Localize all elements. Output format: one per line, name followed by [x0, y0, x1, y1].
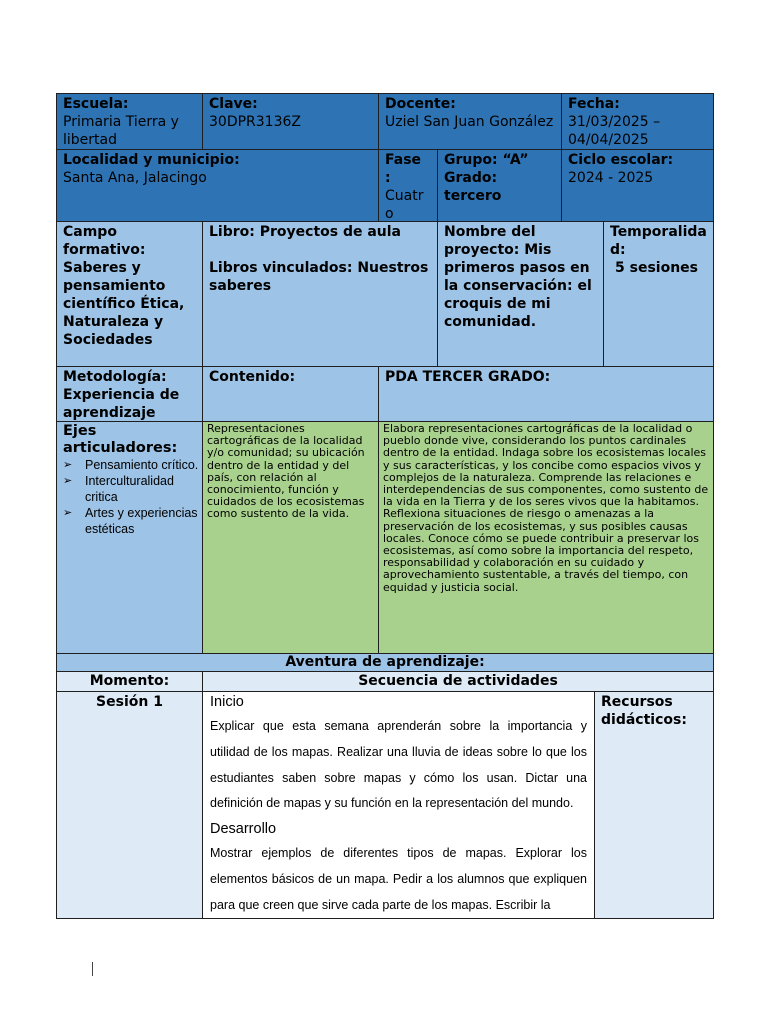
inicio-title: Inicio [210, 694, 244, 710]
ejes-item: ➢ Interculturalidad critica [63, 473, 202, 505]
recursos-cell [594, 691, 714, 919]
pda-label-cell [378, 366, 714, 422]
inicio-text: Explicar que esta semana aprenderán sobre la importancia y utilidad de los mapas. Realizar una lluvia de ideas sobre lo que los estudiantes saben sobre mapas y cómo los usan. Dictar una definición de mapas y su función en la representación del mundo. [210, 719, 587, 811]
pda-cell [378, 421, 714, 654]
aventura-text: Aventura de aprendizaje: [285, 654, 485, 670]
grado-value: tercero [444, 188, 502, 204]
desarrollo-title: Desarrollo [210, 821, 277, 838]
libro-text: Libro: Proyectos de aula [209, 224, 402, 240]
metodologia-cell [56, 366, 203, 422]
campo-formativo-cell [56, 221, 203, 367]
text-cursor [92, 962, 93, 976]
contenido-label: Contenido: [209, 369, 296, 385]
docente-cell [378, 93, 562, 150]
fecha-value: 31/03/2025 – 04/04/2025 [568, 114, 661, 148]
fecha-label: Fecha: [568, 96, 620, 112]
ciclo-label: Ciclo escolar: [568, 152, 674, 168]
secuencia-cell [202, 671, 714, 692]
temporalidad-cell [603, 221, 714, 367]
escuela-label: Escuela: [63, 96, 129, 112]
escuela-value: Primaria Tierra y libertad [63, 114, 179, 148]
secuencia-label: Secuencia de actividades [358, 673, 558, 689]
localidad-value: Santa Ana, Jalacingo [63, 170, 207, 186]
aventura-cell [56, 653, 714, 672]
ejes-label: Ejes articuladores: [63, 423, 178, 456]
ciclo-cell [561, 149, 714, 222]
clave-value: 30DPR3136Z [209, 114, 301, 130]
proyecto-text: Nombre del proyecto: Mis primeros pasos en la conservación: el croquis de mi comunidad. [444, 224, 592, 330]
recursos-label: Recursos didácticos: [601, 694, 687, 728]
libros-vinculados-text: Libros vinculados: Nuestros saberes [209, 260, 429, 294]
sesion-label: Sesión 1 [96, 694, 163, 710]
localidad-label: Localidad y municipio: [63, 152, 240, 168]
temporalidad-label: Temporalidad: [610, 224, 707, 258]
fase-cell [378, 149, 438, 222]
fecha-cell [561, 93, 714, 150]
fase-label: Fase : [385, 152, 422, 186]
ciclo-value: 2024 - 2025 [568, 170, 654, 186]
ejes-item: ➢ Pensamiento crítico. [63, 457, 202, 473]
escuela-cell [56, 93, 203, 150]
sesion-cell [56, 691, 203, 919]
ejes-cell [56, 421, 203, 654]
contenido-cell [202, 421, 379, 654]
grupo-label: Grupo: “A” [444, 152, 529, 168]
ejes-list [57, 457, 202, 537]
pda-text: Elabora representaciones cartográficas de la localidad o pueblo donde vive, considerando los puntos cardinales dentro de la entidad. Indaga sobre los ecosistemas locales y sus características, y los concibe como espacios vivos y complejos de la naturaleza. Comprende las relaciones e interdependencias de sus componentes, como sustento de la vida en la Tierra y de los seres vivos que la habitamos. Reflexiona situaciones de riesgo o amenazas a la preservación de los ecosistemas, y sus posibles causas locales. Conoce cómo se puede contribuir a preservar los ecosistemas, así como sobre la importancia del respeto, responsabilidad y colaboración en su cuidado y aprovechamiento sustentable, a través del tiempo, con equidad y justicia social. [383, 422, 709, 594]
contenido-label-cell [202, 366, 379, 422]
pda-label: PDA TERCER GRADO: [385, 369, 551, 385]
docente-value: Uziel San Juan González [385, 114, 554, 130]
localidad-cell [56, 149, 379, 222]
clave-cell [202, 93, 379, 150]
fase-value: Cuatro [385, 188, 424, 222]
sequence-cell [202, 691, 595, 919]
metodologia-text: Metodología: Experiencia de aprendizaje [63, 369, 180, 421]
contenido-text: Representaciones cartográficas de la localidad y/o comunidad; su ubicación dentro de la entidad y del país, con relación al conocimiento, función y cuidados de los ecosistemas como sustento de la vida. [207, 422, 365, 521]
temporalidad-value: 5 sesiones [615, 260, 698, 276]
grado-label: Grado: [444, 170, 498, 186]
campo-formativo-text: Campo formativo: Saberes y pensamiento científico Ética, Naturaleza y Sociedades [63, 224, 185, 348]
proyecto-cell [437, 221, 604, 367]
docente-label: Docente: [385, 96, 456, 112]
clave-label: Clave: [209, 96, 258, 112]
ejes-item: ➢ Artes y experiencias estéticas [63, 505, 202, 537]
momento-label: Momento: [89, 673, 170, 689]
momento-cell [56, 671, 203, 692]
grupo-cell [437, 149, 562, 222]
libro-cell [202, 221, 438, 367]
desarrollo-text: Mostrar ejemplos de diferentes tipos de mapas. Explorar los elementos básicos de un mapa. Pedir a los alumnos que expliquen para que creen que sirve cada parte de los mapas. Escribir la [210, 846, 587, 912]
